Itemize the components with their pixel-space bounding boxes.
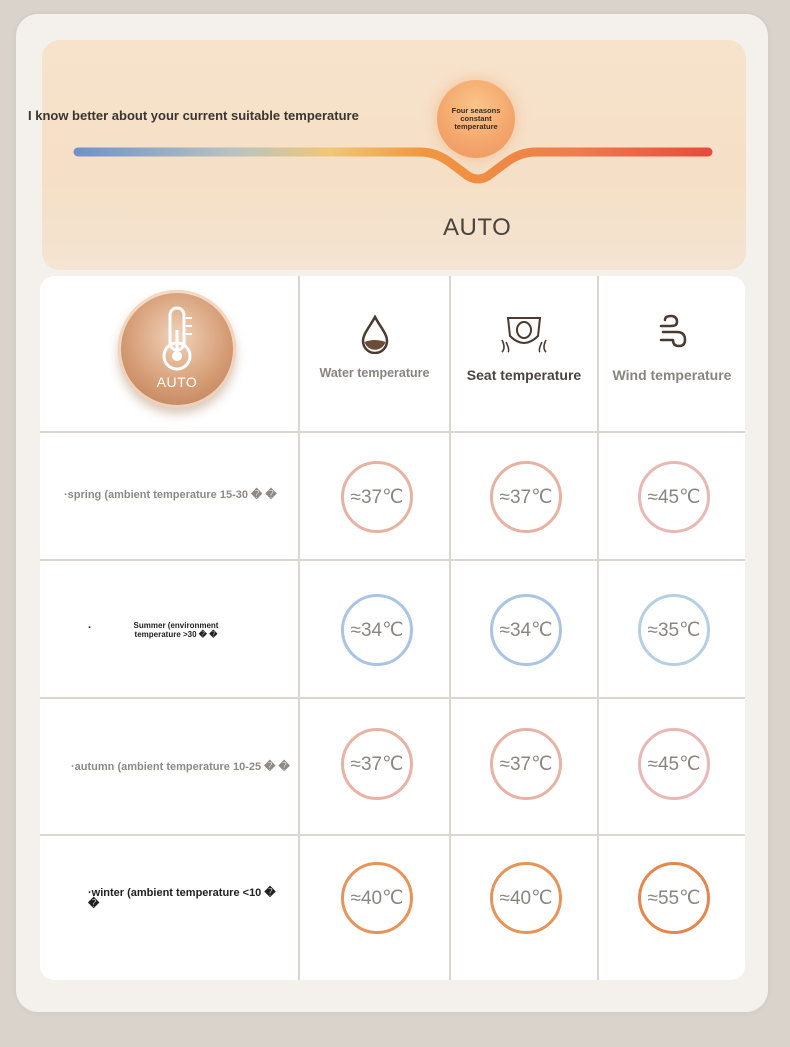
- hero-banner: [42, 40, 746, 270]
- hero-auto-label: AUTO: [443, 214, 512, 241]
- column-seat: [451, 314, 597, 383]
- season-summer-label: Summer (environment temperature >30 � �: [133, 621, 219, 639]
- four-seasons-label: Four seasons constant temperature: [451, 106, 501, 131]
- grid-line: [40, 431, 745, 433]
- season-winter-label: ·winter (ambient temperature <10 � �: [88, 887, 276, 910]
- seat-icon: [498, 314, 550, 354]
- temp-spring-seat: ≈37℃: [490, 461, 562, 533]
- temp-summer-water: ≈34℃: [341, 594, 413, 666]
- grid-line: [40, 834, 745, 836]
- temperature-table: [40, 276, 745, 980]
- water-drop-icon: [359, 314, 391, 354]
- temp-autumn-wind: ≈45℃: [638, 728, 710, 800]
- column-wind: [599, 314, 745, 383]
- column-label: Wind temperature: [612, 367, 732, 383]
- temperature-gradient-curve: [42, 40, 746, 270]
- wind-icon: [655, 314, 689, 354]
- column-label: Seat temperature: [466, 367, 582, 383]
- temp-autumn-water: ≈37℃: [341, 728, 413, 800]
- grid-line: [40, 697, 745, 699]
- temp-winter-water: ≈40℃: [341, 862, 413, 934]
- four-seasons-badge: [437, 80, 515, 158]
- temp-winter-seat: ≈40℃: [490, 862, 562, 934]
- thermometer-icon: [118, 290, 236, 408]
- temp-summer-seat: ≈34℃: [490, 594, 562, 666]
- temp-spring-wind: ≈45℃: [638, 461, 710, 533]
- season-summer-dot: ·: [88, 622, 92, 634]
- hero-tagline: I know better about your current suitable temperature: [28, 108, 359, 123]
- temp-summer-wind: ≈35℃: [638, 594, 710, 666]
- auto-mode-badge: [118, 290, 236, 408]
- season-spring-label: ·spring (ambient temperature 15-30 � �: [64, 489, 277, 501]
- grid-line: [298, 276, 300, 980]
- temp-winter-wind: ≈55℃: [638, 862, 710, 934]
- temp-autumn-seat: ≈37℃: [490, 728, 562, 800]
- auto-badge-label: AUTO: [156, 374, 198, 390]
- temp-spring-water: ≈37℃: [341, 461, 413, 533]
- season-autumn-label: ·autumn (ambient temperature 10-25 � �: [71, 761, 290, 773]
- grid-line: [40, 559, 745, 561]
- column-label: Water temperature: [319, 366, 430, 380]
- column-water: [300, 314, 449, 380]
